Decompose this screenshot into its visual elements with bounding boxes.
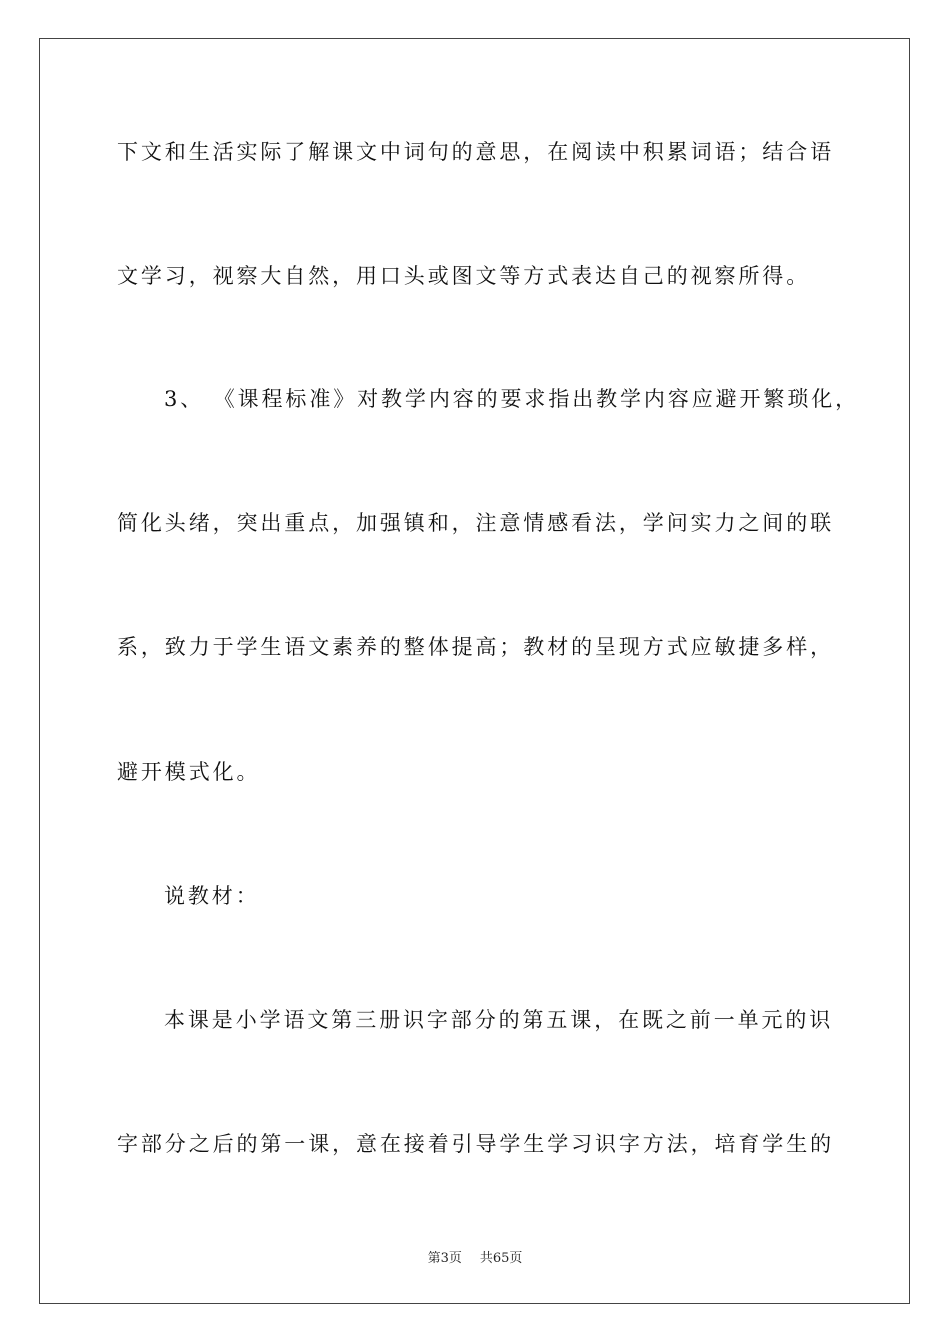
text-line: 文学习，视察大自然，用口头或图文等方式表达自己的视察所得。 (117, 264, 811, 288)
page-number: 第3页 (427, 1251, 462, 1266)
text-line: 系，致力于学生语文素养的整体提高；教材的呈现方式应敏捷多样， (117, 635, 834, 659)
text-line: 字部分之后的第一课，意在接着引导学生学习识字方法，培育学生的 (117, 1132, 834, 1156)
page-total: 共65页 (479, 1251, 523, 1266)
text-line: 下文和生活实际了解课文中词句的意思，在阅读中积累词语；结合语 (117, 140, 834, 164)
text-line: 3、 《课程标准》对教学内容的要求指出教学内容应避开繁琐化， (164, 387, 860, 411)
text-line: 本课是小学语文第三册识字部分的第五课，在既之前一单元的识 (164, 1008, 834, 1032)
text-line: 避开模式化。 (117, 760, 261, 784)
section-heading: 说教材： (164, 884, 260, 908)
text-line: 简化头绪，突出重点，加强镇和，注意情感看法，学问实力之间的联 (117, 511, 834, 535)
page-border (39, 38, 910, 1304)
page-footer (0, 1247, 950, 1266)
